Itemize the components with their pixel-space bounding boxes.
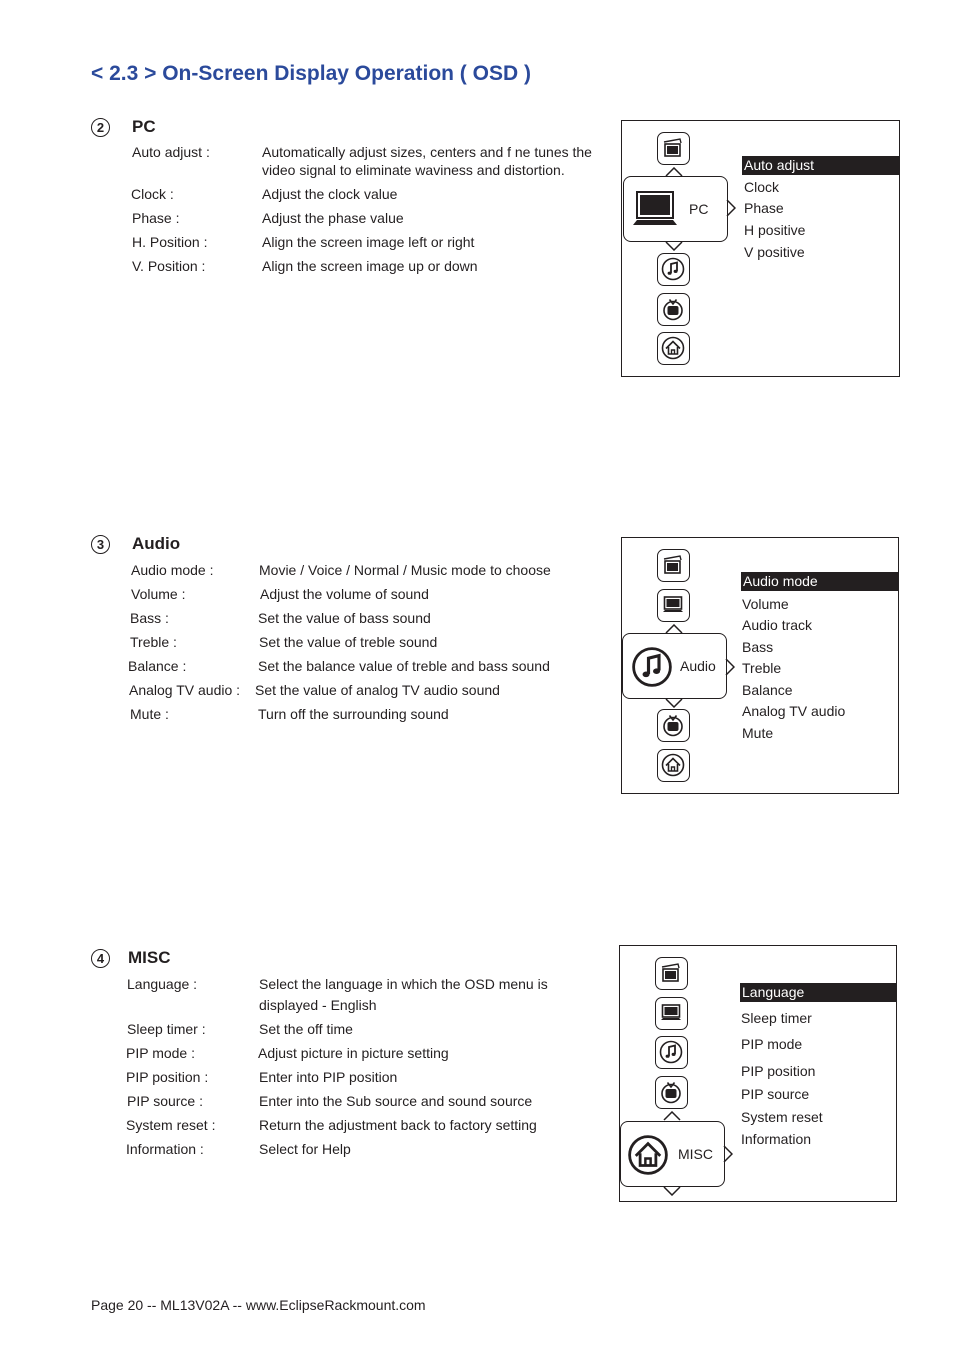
section-number-badge: 3 [91, 535, 110, 554]
music-note-icon [661, 257, 685, 281]
picture-icon [661, 136, 685, 160]
osd-menu-item: Bass [742, 639, 774, 655]
home-icon [627, 1134, 669, 1176]
misc-label-system-reset: System reset : [126, 1117, 216, 1133]
osd-tv-button [657, 293, 690, 326]
chevron-down-icon [663, 1186, 681, 1196]
pc-desc-v-position: Align the screen image up or down [262, 258, 478, 274]
section-header-audio [91, 534, 180, 554]
pc-label-clock: Clock : [131, 186, 174, 202]
pc-desc-auto-adjust: Automatically adjust sizes, centers and f ne tunes the [262, 144, 592, 160]
osd-menu-item: Clock [744, 179, 780, 195]
osd-pc-button [655, 997, 688, 1030]
pc-desc-phase: Adjust the phase value [262, 210, 404, 226]
chevron-down-icon [665, 698, 683, 708]
section-title: MISC [128, 948, 171, 967]
audio-desc-mute: Turn off the surrounding sound [258, 706, 449, 722]
section-header-misc [91, 948, 171, 968]
misc-desc-sleep-timer: Set the off time [259, 1021, 353, 1037]
pc-desc-auto-adjust-2: video signal to eliminate waviness and distortion. [262, 162, 565, 178]
misc-desc-pip-source: Enter into the Sub source and sound source [259, 1093, 533, 1109]
osd-pc-button [657, 589, 690, 622]
misc-label-sleep-timer: Sleep timer : [127, 1021, 206, 1037]
osd-menu-item: Balance [742, 682, 793, 698]
osd-picture-button [657, 132, 690, 165]
osd-menu-item: Mute [742, 725, 774, 741]
chevron-right-icon [725, 658, 735, 676]
page-footer: Page 20 -- ML13V02A -- www.EclipseRackmount.com [91, 1297, 426, 1313]
osd-menu-item: PIP position [741, 1063, 816, 1079]
osd-menu-item: Analog TV audio [742, 703, 846, 719]
chevron-up-icon [663, 1111, 681, 1121]
misc-desc-information: Select for Help [259, 1141, 351, 1157]
pc-label-v-position: V. Position : [132, 258, 206, 274]
osd-picture-button [655, 957, 688, 990]
picture-icon [659, 961, 683, 985]
osd-audio-button [655, 1036, 688, 1069]
tv-icon [661, 297, 685, 321]
section-title: PC [132, 117, 156, 136]
pc-label-auto-adjust: Auto adjust : [132, 144, 210, 160]
osd-menu-item: H positive [744, 222, 806, 238]
audio-desc-volume: Adjust the volume of sound [260, 586, 429, 602]
misc-desc-language-2: displayed - English [259, 997, 377, 1013]
pc-desc-clock: Adjust the clock value [262, 186, 398, 202]
home-icon [661, 336, 685, 360]
osd-menu-item-highlighted: Language [740, 983, 897, 1002]
misc-label-pip-source: PIP source : [127, 1093, 204, 1109]
osd-menu-item: PIP source [741, 1086, 810, 1102]
osd-diagram-misc [619, 945, 897, 1202]
osd-audio-button [657, 253, 690, 286]
music-note-icon [659, 1040, 683, 1064]
osd-selected-audio [622, 633, 727, 699]
osd-menu-item: V positive [744, 244, 805, 260]
home-icon [661, 753, 685, 777]
chevron-down-icon [665, 241, 683, 251]
osd-selected-misc [620, 1121, 725, 1187]
misc-desc-pip-position: Enter into PIP position [259, 1069, 398, 1085]
osd-selected-label: Audio [680, 658, 716, 674]
misc-label-pip-position: PIP position : [126, 1069, 209, 1085]
osd-picture-button [657, 549, 690, 582]
pc-desc-h-position: Align the screen image left or right [262, 234, 475, 250]
audio-desc-treble: Set the value of treble sound [259, 634, 438, 650]
osd-menu-item: Audio track [742, 617, 813, 633]
section-number-badge: 2 [91, 118, 110, 137]
pc-monitor-icon [659, 1001, 683, 1025]
audio-label-balance: Balance : [128, 658, 187, 674]
osd-selected-label: PC [689, 201, 709, 217]
audio-label-audio-mode: Audio mode : [131, 562, 214, 578]
osd-misc-button [657, 749, 690, 782]
misc-desc-pip-mode: Adjust picture in picture setting [258, 1045, 449, 1061]
osd-misc-button [657, 332, 690, 365]
osd-menu-item: Phase [744, 200, 784, 216]
misc-label-language: Language : [127, 976, 198, 992]
audio-desc-balance: Set the balance value of treble and bass sound [258, 658, 550, 674]
misc-desc-system-reset: Return the adjustment back to factory setting [259, 1117, 537, 1133]
osd-menu-item: Volume [742, 596, 789, 612]
chevron-right-icon [723, 1145, 733, 1163]
page-title: < 2.3 > On-Screen Display Operation ( OSD ) [91, 62, 531, 85]
audio-label-treble: Treble : [130, 634, 177, 650]
osd-tv-button [657, 709, 690, 742]
pc-label-phase: Phase : [132, 210, 180, 226]
chevron-right-icon [726, 199, 736, 217]
osd-menu-item-highlighted: Auto adjust [742, 156, 899, 175]
osd-menu-item: PIP mode [741, 1036, 803, 1052]
audio-desc-bass: Set the value of bass sound [258, 610, 431, 626]
music-note-icon [631, 646, 673, 688]
osd-menu-item: Sleep timer [741, 1010, 812, 1026]
audio-label-volume: Volume : [131, 586, 186, 602]
pc-monitor-icon [631, 189, 679, 229]
audio-desc-analog-tv-audio: Set the value of analog TV audio sound [255, 682, 500, 698]
audio-label-mute: Mute : [130, 706, 169, 722]
audio-desc-audio-mode: Movie / Voice / Normal / Music mode to choose [259, 562, 551, 578]
osd-diagram-audio [621, 537, 899, 794]
osd-selected-label: MISC [678, 1146, 713, 1162]
section-number-badge: 4 [91, 949, 110, 968]
osd-selected-pc [623, 176, 728, 242]
picture-icon [661, 553, 685, 577]
osd-menu-item-highlighted: Audio mode [741, 572, 898, 591]
misc-desc-language: Select the language in which the OSD menu is [259, 976, 548, 992]
osd-menu-item: Treble [742, 660, 782, 676]
osd-tv-button [655, 1076, 688, 1109]
tv-icon [659, 1080, 683, 1104]
osd-menu-item: System reset [741, 1109, 823, 1125]
audio-label-bass: Bass : [130, 610, 169, 626]
osd-diagram-pc [621, 120, 900, 377]
section-header-pc [91, 117, 156, 137]
pc-monitor-icon [661, 593, 685, 617]
misc-label-pip-mode: PIP mode : [126, 1045, 196, 1061]
audio-label-analog-tv-audio: Analog TV audio : [129, 682, 241, 698]
pc-label-h-position: H. Position : [132, 234, 208, 250]
section-title: Audio [132, 534, 181, 553]
tv-icon [661, 713, 685, 737]
misc-label-information: Information : [126, 1141, 204, 1157]
osd-menu-item: Information [741, 1131, 812, 1147]
